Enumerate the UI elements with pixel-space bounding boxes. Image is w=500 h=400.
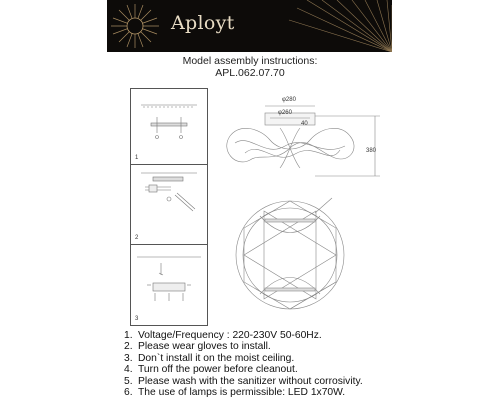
- model-number: APL.062.07.70: [215, 67, 285, 79]
- assembly-step-1: [131, 89, 207, 165]
- safety-notes-list: [124, 330, 424, 398]
- note-item: [124, 353, 424, 364]
- step-number: 3: [135, 316, 139, 322]
- wiring-diagram: [131, 165, 207, 245]
- note-item: [124, 376, 424, 387]
- assembly-steps-panel: [130, 88, 208, 326]
- brand-banner: [107, 0, 392, 52]
- note-number: 3.: [124, 352, 133, 364]
- inner-diameter-label: φ260: [278, 110, 292, 116]
- assembly-step-3: [131, 245, 207, 325]
- note-text: The use of lamps is permissible: LED 1x70W.: [138, 387, 346, 399]
- assembly-step-2: [131, 165, 207, 245]
- note-text: Please wear gloves to install.: [138, 341, 271, 353]
- note-item: [124, 330, 424, 341]
- note-item: [124, 341, 424, 352]
- note-number: 2.: [124, 341, 133, 353]
- step-number: 2: [135, 235, 139, 241]
- note-text: Turn off the power before cleanout.: [138, 364, 298, 376]
- note-text: Don`t install it on the moist ceiling.: [138, 352, 295, 364]
- note-text: Please wash with the sanitizer without corrosivity.: [138, 375, 363, 387]
- note-number: 1.: [124, 330, 133, 341]
- note-item: [124, 387, 424, 398]
- note-number: 6.: [124, 387, 133, 399]
- document-title: Model assembly instructions:: [182, 55, 318, 67]
- depth-label: 40: [301, 121, 308, 127]
- canopy-mount-diagram: [131, 245, 207, 325]
- step-number: 1: [135, 155, 139, 161]
- brand-name: Aployt: [171, 12, 235, 34]
- note-number: 4.: [124, 364, 133, 376]
- note-item: [124, 364, 424, 375]
- height-label: 380: [366, 148, 377, 154]
- note-text: Voltage/Frequency : 220-230V 50-60Hz.: [138, 330, 322, 341]
- lamp-technical-drawing: [210, 88, 400, 328]
- top-diameter-label: φ280: [282, 97, 296, 103]
- sunburst-icon: [107, 0, 392, 52]
- ceiling-bracket-diagram: [131, 89, 207, 165]
- note-number: 5.: [124, 375, 133, 387]
